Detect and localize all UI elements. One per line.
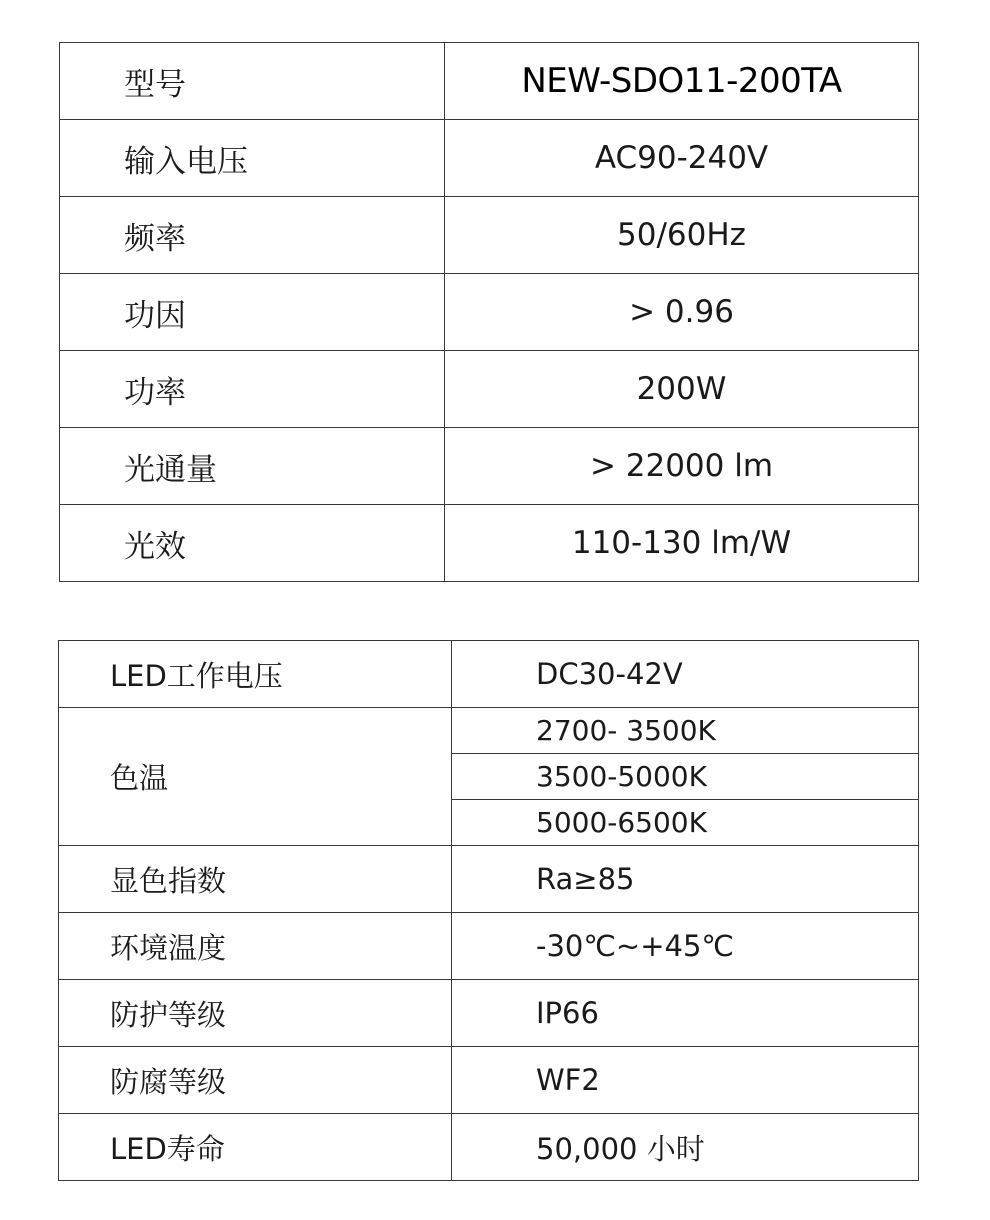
label-power: 功率 — [60, 351, 445, 428]
table-row-ambient-temp — [59, 913, 919, 980]
value-ip-rating: IP66 — [452, 980, 919, 1047]
table-row-lifespan — [59, 1114, 919, 1181]
value-model: NEW-SDO11-200TA — [445, 43, 919, 120]
label-frequency: 频率 — [60, 197, 445, 274]
value-ambient-temp: -30℃~+45℃ — [452, 913, 919, 980]
label-ip-rating: 防护等级 — [59, 980, 452, 1047]
label-cri: 显色指数 — [59, 846, 452, 913]
table-row-led-voltage — [59, 641, 919, 708]
value-power: 200W — [445, 351, 919, 428]
table-row-frequency — [60, 197, 919, 274]
value-color-temp-1: 2700- 3500K — [452, 708, 919, 754]
spec-table-electrical — [59, 42, 919, 582]
label-luminous-efficacy: 光效 — [60, 505, 445, 582]
label-power-factor: 功因 — [60, 274, 445, 351]
label-led-voltage: LED工作电压 — [59, 641, 452, 708]
table-row-power — [60, 351, 919, 428]
label-model: 型号 — [60, 43, 445, 120]
value-lifespan: 50,000 小时 — [452, 1114, 919, 1181]
value-cri: Ra≥85 — [452, 846, 919, 913]
value-input-voltage: AC90-240V — [445, 120, 919, 197]
label-input-voltage: 输入电压 — [60, 120, 445, 197]
table-row-power-factor — [60, 274, 919, 351]
table-row-luminous-efficacy — [60, 505, 919, 582]
table-row-model — [60, 43, 919, 120]
spec-table-led — [58, 640, 919, 1181]
table-row-color-temp — [59, 708, 919, 754]
value-frequency: 50/60Hz — [445, 197, 919, 274]
table-row-input-voltage — [60, 120, 919, 197]
label-luminous-flux: 光通量 — [60, 428, 445, 505]
table-row-luminous-flux — [60, 428, 919, 505]
table-row-ip-rating — [59, 980, 919, 1047]
value-power-factor: > 0.96 — [445, 274, 919, 351]
table-row-anticorrosion — [59, 1047, 919, 1114]
value-luminous-efficacy: 110-130 lm/W — [445, 505, 919, 582]
label-anticorrosion: 防腐等级 — [59, 1047, 452, 1114]
label-ambient-temp: 环境温度 — [59, 913, 452, 980]
value-luminous-flux: > 22000 lm — [445, 428, 919, 505]
value-color-temp-2: 3500-5000K — [452, 754, 919, 800]
value-color-temp-3: 5000-6500K — [452, 800, 919, 846]
value-led-voltage: DC30-42V — [452, 641, 919, 708]
value-anticorrosion: WF2 — [452, 1047, 919, 1114]
label-lifespan: LED寿命 — [59, 1114, 452, 1181]
label-color-temp: 色温 — [59, 708, 452, 846]
table-row-cri — [59, 846, 919, 913]
